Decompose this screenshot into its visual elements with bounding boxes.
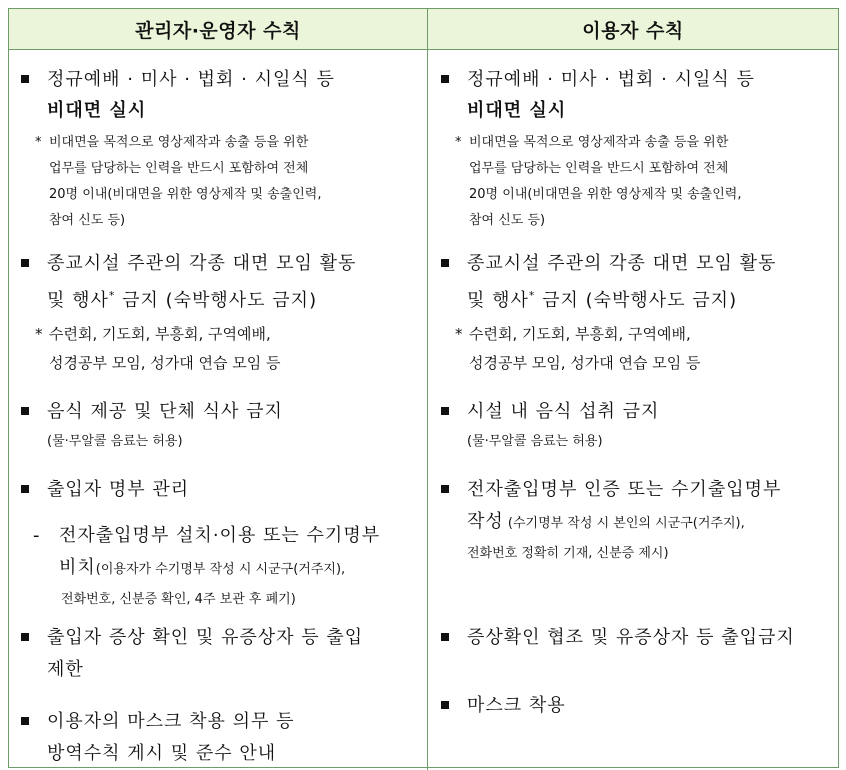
rule-note: * 비대면을 목적으로 영상제작과 송출 등을 위한 — [455, 135, 729, 150]
bullet-icon — [21, 717, 29, 725]
rule-subtext: (물·무알콜 음료는 허용) — [467, 434, 603, 449]
rule-subtext: (물·무알콜 음료는 허용) — [47, 434, 183, 449]
rule-text: 방역수칙 게시 및 준수 안내 — [47, 743, 277, 764]
rule-text: 제한 — [47, 659, 84, 680]
bullet-icon — [441, 259, 449, 267]
rule-text: 정규예배 · 미사 · 법회 · 시일식 등 — [467, 69, 755, 90]
rule-text: 비대면 실시 — [47, 100, 147, 121]
rule-note: 20명 이내(비대면을 위한 영상제작 및 송출인력, — [49, 187, 322, 202]
rule-text: 이용자의 마스크 착용 의무 등 — [47, 711, 295, 732]
bullet-icon — [21, 407, 29, 415]
rule-text: 작성 (수기명부 작성 시 본인의 시군구(거주지), — [467, 511, 745, 532]
header-user-rules: 이용자 수칙 — [428, 9, 838, 50]
rule-subtext: 전화번호 정확히 기재, 신분증 제시) — [467, 546, 669, 561]
rule-text: 전자출입명부 설치·이용 또는 수기명부 — [59, 525, 381, 546]
rule-text: 출입자 명부 관리 — [47, 479, 190, 500]
rule-text: 시설 내 음식 섭취 금지 — [467, 401, 660, 422]
rules-table — [8, 8, 839, 768]
rule-note: 20명 이내(비대면을 위한 영상제작 및 송출인력, — [469, 187, 742, 202]
rule-note: 참여 신도 등) — [469, 213, 546, 228]
rule-text: 출입자 증상 확인 및 유증상자 등 출입 — [47, 627, 364, 648]
bullet-icon — [441, 75, 449, 83]
rule-text: 비대면 실시 — [467, 100, 567, 121]
rule-note: * 비대면을 목적으로 영상제작과 송출 등을 위한 — [35, 135, 309, 150]
rule-note: * 수련회, 기도회, 부흥회, 구역예배, — [455, 325, 691, 343]
rule-text: 종교시설 주관의 각종 대면 모임 활동 — [47, 253, 357, 274]
bullet-icon — [21, 75, 29, 83]
rule-text: 종교시설 주관의 각종 대면 모임 활동 — [467, 253, 777, 274]
rule-text: 및 행사* 금지 (숙박행사도 금지) — [467, 289, 738, 311]
rule-note: 성경공부 모임, 성가대 연습 모임 등 — [469, 354, 701, 372]
bullet-icon — [441, 485, 449, 493]
rule-text: 증상확인 협조 및 유증상자 등 출입금지 — [467, 627, 795, 648]
rule-text: 음식 제공 및 단체 식사 금지 — [47, 401, 283, 422]
rule-subtext: 전화번호, 신분증 확인, 4주 보관 후 폐기) — [61, 592, 296, 607]
bullet-icon — [441, 701, 449, 709]
rule-note: 업무를 담당하는 인력을 반드시 포함하여 전체 — [49, 161, 309, 176]
column-divider — [427, 50, 428, 770]
bullet-icon — [441, 407, 449, 415]
rule-text: 비치(이용자가 수기명부 작성 시 시군구(거주지), — [59, 557, 346, 578]
rule-note: 성경공부 모임, 성가대 연습 모임 등 — [49, 354, 281, 372]
rule-note: 참여 신도 등) — [49, 213, 126, 228]
rule-text: 및 행사* 금지 (숙박행사도 금지) — [47, 289, 318, 311]
header-admin-rules: 관리자·운영자 수칙 — [9, 9, 428, 50]
rule-text: 전자출입명부 인증 또는 수기출입명부 — [467, 479, 782, 500]
bullet-icon — [21, 485, 29, 493]
rule-note: * 수련회, 기도회, 부흥회, 구역예배, — [35, 325, 271, 343]
bullet-icon — [441, 633, 449, 641]
bullet-icon — [21, 633, 29, 641]
rule-note: 업무를 담당하는 인력을 반드시 포함하여 전체 — [469, 161, 729, 176]
dash-icon: - — [33, 525, 40, 546]
rule-text: 정규예배 · 미사 · 법회 · 시일식 등 — [47, 69, 335, 90]
bullet-icon — [21, 259, 29, 267]
rule-text: 마스크 착용 — [467, 695, 566, 716]
